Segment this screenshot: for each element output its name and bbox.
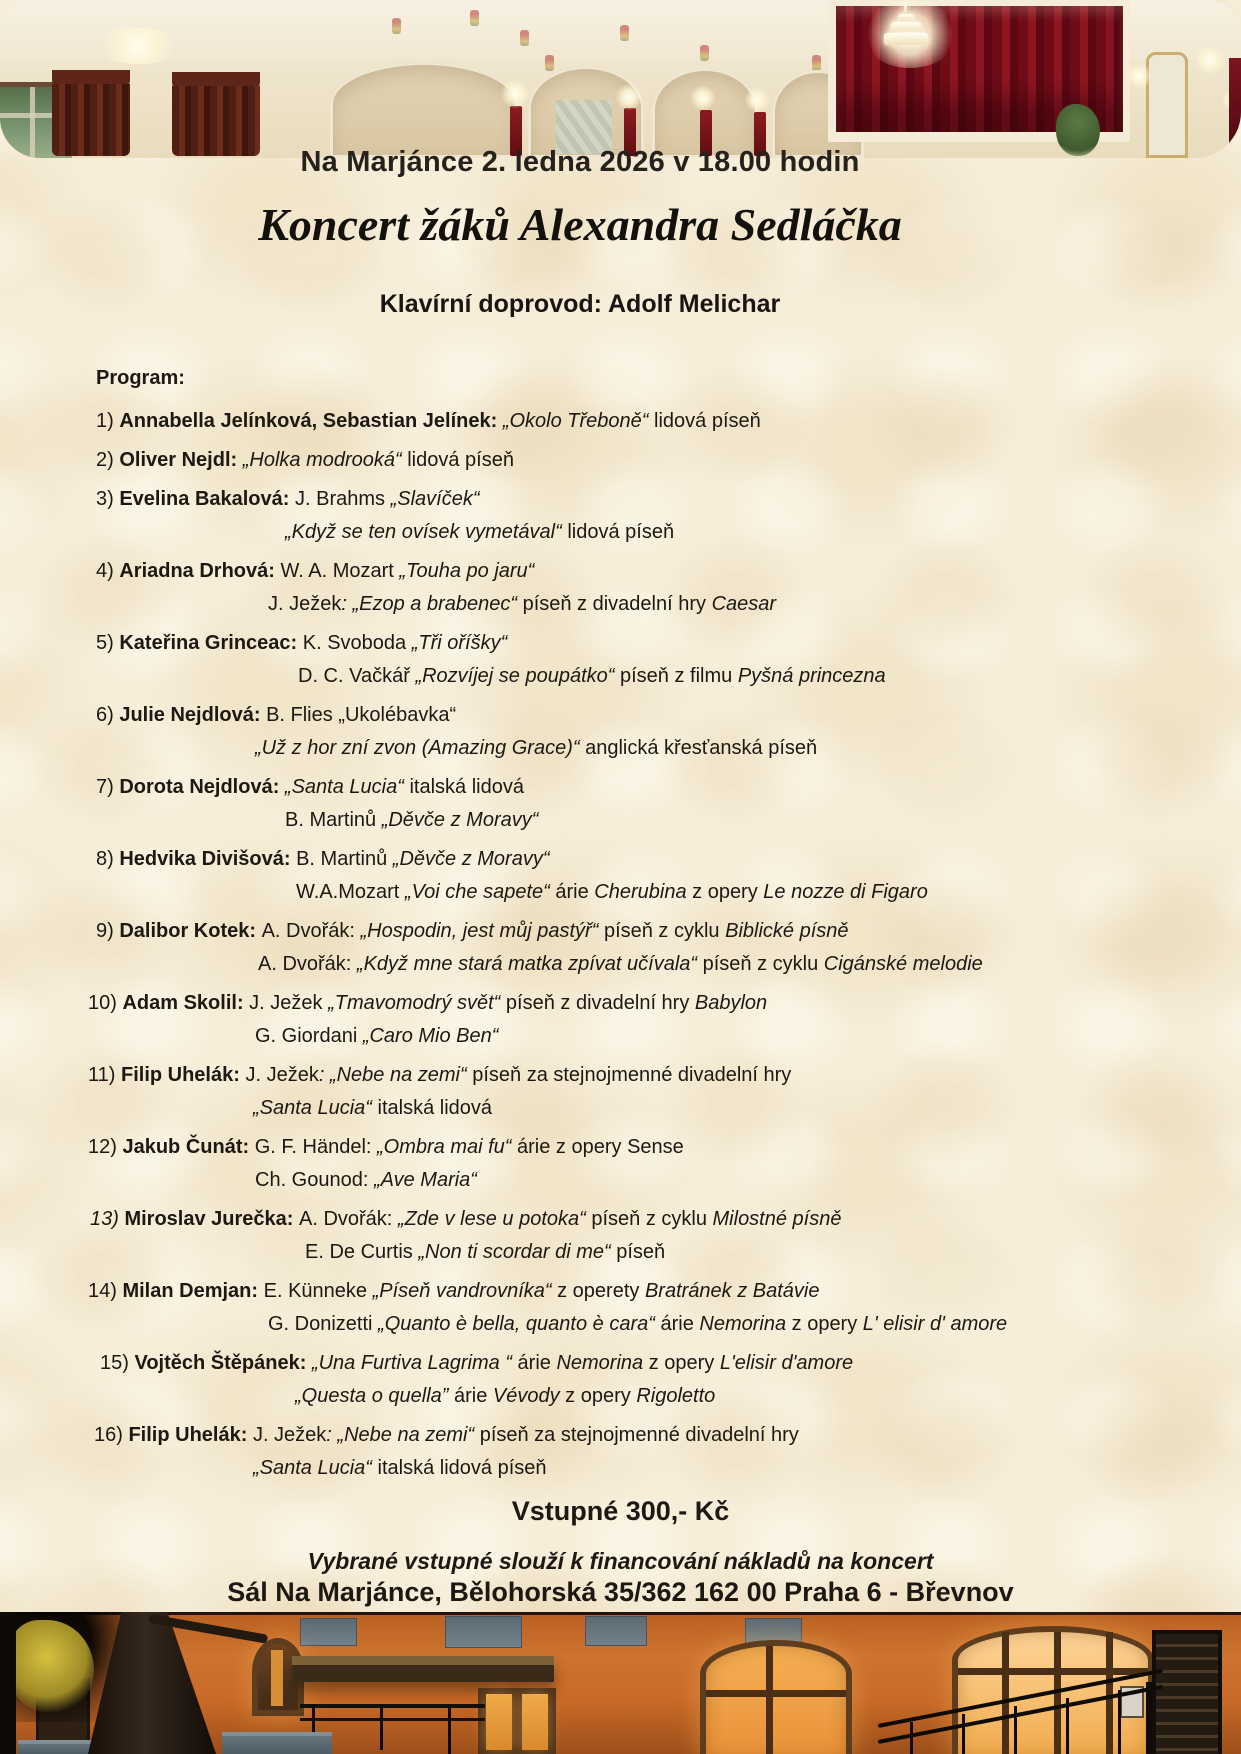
text-segment: píseň za stejnojmenné divadelní hry [466,1064,792,1086]
program-item [0,483,1241,549]
text-segment: Le nozze di Figaro [763,881,928,903]
side-curtain [1229,58,1241,148]
ceiling-light-glow [92,28,184,64]
program-line [0,588,1241,621]
program-line [0,405,1241,438]
railing-baluster [910,1722,913,1754]
text-segment: z opery [643,1352,720,1374]
text-segment: „Santa Lucia“ [253,1097,372,1119]
railing-baluster [448,1704,451,1754]
door-glass [486,1694,512,1750]
text-segment: 2) [96,449,120,471]
program-item [0,843,1241,909]
program-item [0,915,1241,981]
program-item [0,987,1241,1053]
text-segment: J. Ježek [245,1064,319,1086]
text-segment: z opery [686,881,764,903]
program-line [0,627,1241,660]
program-item [0,627,1241,693]
program-line [0,1236,1241,1269]
program-line [0,1347,1241,1380]
wall-sconce-glow [615,84,643,110]
program-line [0,699,1241,732]
program-line [0,1203,1241,1236]
text-segment: píseň z cyklu [697,953,824,975]
text-segment: píseň [610,1241,666,1263]
program-item [0,1131,1241,1197]
text-segment: „Když mne stará matka zpívat učívala“ [356,953,698,975]
window-mullion [1106,1632,1113,1754]
text-segment: 15) [100,1352,135,1374]
text-segment: Adam Skolil: [122,992,250,1014]
text-segment: píseň z filmu [614,665,738,687]
building-exterior-photo [0,1612,1241,1754]
text-segment: Filip Uhelák: [128,1424,253,1446]
program-line [0,483,1241,516]
text-segment: Caesar [711,593,777,615]
window-mullion [958,1668,1148,1675]
concert-title: Koncert žáků Alexandra Sedláčka [258,199,902,250]
text-segment: 12) [88,1136,123,1158]
text-segment: „Tmavomodrý svět“ [328,992,501,1014]
text-segment: Jakub Čunát: [122,1136,255,1158]
program-line [0,1308,1241,1341]
program-item [0,1059,1241,1125]
text-segment: K. Svoboda [302,632,412,654]
text-segment: „Questa o quella” [295,1385,449,1407]
wall-sconce-glow [744,88,770,112]
text-segment: 8) [96,848,120,870]
entrance-door [478,1688,556,1754]
text-segment: E. Künneke [263,1280,373,1302]
text-segment: „Okolo Třeboně“ [502,410,649,432]
text-segment: árie [549,881,595,903]
program-line [0,1092,1241,1125]
text-segment: J. Ježek [249,992,329,1014]
text-segment: L' elisir d' amore [862,1313,1008,1335]
text-segment: 6) [96,704,120,726]
text-segment: árie [511,1352,557,1374]
text-segment: „Ombra mai fu“ [377,1136,512,1158]
text-segment: G. Giordani [255,1025,363,1047]
text-segment: 7) [96,776,120,798]
program-item [0,405,1241,438]
gilded-mirror [1146,52,1188,158]
text-segment: Nemorina [556,1352,644,1374]
program-item [0,444,1241,477]
program-line [0,732,1241,765]
text-segment: Cherubina [594,881,687,903]
program-line [0,804,1241,837]
text-segment: árie [448,1385,493,1407]
text-segment: A. Dvořák: [258,953,357,975]
text-segment: árie [654,1313,700,1335]
text-segment: „Děvče z Moravy“ [381,809,539,831]
text-segment: „Una Furtiva Lagrima “ [311,1352,512,1374]
railing-baluster [1066,1698,1069,1754]
text-segment: J. Brahms [295,488,391,510]
text-segment: J. Ježek [268,593,342,615]
text-segment: : „Ezop a brabenec“ [341,593,518,615]
text-segment: lidová píseň [561,521,675,543]
entrance-canopy [292,1656,554,1682]
wall-sconce-glow [690,86,716,110]
text-segment: 11) [88,1064,121,1086]
text-segment: píseň z divadelní hry [517,593,712,615]
text-segment: : „Nebe na zemi“ [318,1064,467,1086]
door-glass [522,1694,548,1750]
railing-post [1146,1682,1152,1754]
railing-baluster [380,1704,383,1750]
chandelier-stem [904,2,907,14]
wall-sconce-glow [1194,46,1226,74]
text-segment: italská lidová píseň [371,1457,547,1479]
program-line [0,1452,1241,1485]
text-segment: E. De Curtis [305,1241,419,1263]
text-segment: Oliver Nejdl: [119,449,243,471]
text-segment: Evelina Bakalová: [119,488,295,510]
program-item [0,771,1241,837]
text-segment: „Touha po jaru“ [399,560,535,582]
photo-top-edge [0,1612,1241,1615]
text-segment: „Zde v lese u potoka“ [397,1208,586,1230]
funding-note: Vybrané vstupné slouží k financování nákladů na koncert [307,1548,934,1574]
program-line [0,516,1241,549]
text-segment: Kateřina Grinceac: [119,632,303,654]
text-segment: B. Flies „Ukolébavka“ [266,704,457,726]
text-segment: A. Dvořák: [299,1208,398,1230]
program-line [0,1380,1241,1413]
program-item [0,1203,1241,1269]
admission-price: Vstupné 300,- Kč [511,1496,730,1526]
ceiling-crest-decoration [545,55,554,71]
text-segment: 10) [88,992,123,1014]
text-segment: L'elisir d'amore [719,1352,854,1374]
text-segment: anglická křesťanská píseň [579,737,818,759]
text-segment: 1) [96,410,120,432]
ceiling-crest-decoration [470,10,479,26]
text-segment: G. F. Händel: [254,1136,377,1158]
text-segment: píseň z divadelní hry [500,992,695,1014]
hall-interior-photo [0,0,1241,158]
program-line [0,660,1241,693]
attic-panel [300,1618,357,1646]
text-segment: Dalibor Kotek: [119,920,262,942]
text-segment: Bratránek z Batávie [644,1280,820,1302]
text-segment: W. A. Mozart [280,560,400,582]
attic-panel [585,1616,647,1646]
text-segment: 16) [94,1424,129,1446]
program-list [0,405,1241,1485]
text-segment: „Santa Lucia“ [253,1457,372,1479]
railing-baluster [1118,1690,1121,1754]
event-date-heading: Na Marjánce 2. ledna 2026 v 18.00 hodin [300,146,860,178]
window-mullion [1002,1632,1009,1754]
chandelier-tier [884,33,928,45]
text-segment: B. Martinů [296,848,393,870]
text-segment: Filip Uhelák: [120,1064,246,1086]
text-segment: „Píseň vandrovníka“ [372,1280,552,1302]
arcade-arch [330,62,518,158]
side-door-grille [1152,1630,1222,1754]
program-line [0,1275,1241,1308]
lit-window [700,1640,852,1754]
accompanist-subtitle: Klavírní doprovod: Adolf Melichar [379,290,781,318]
text-segment: píseň za stejnojmenné divadelní hry [474,1424,799,1446]
text-segment: Miroslav Jurečka: [124,1208,299,1230]
program-line [0,555,1241,588]
program-item [0,699,1241,765]
text-segment: Hedvika Divišová: [119,848,297,870]
text-segment: J. Ježek [252,1424,327,1446]
window-mullion [706,1690,846,1697]
text-segment: Cigánské melodie [823,953,983,975]
text-segment: Ariadna Drhová: [119,560,281,582]
text-segment: Babylon [694,992,768,1014]
entrance-railing [300,1704,485,1708]
text-segment: D. C. Vačkář [298,665,416,687]
program-heading: Program: [96,367,185,389]
text-segment: A. Dvořák: [261,920,361,942]
text-segment: 3) [96,488,120,510]
text-segment: G. Donizetti [268,1313,379,1335]
text-segment: „Hospodin, jest můj pastýř“ [360,920,599,942]
text-segment: „Slavíček“ [390,488,480,510]
program-line [0,948,1241,981]
curtain-left [52,70,130,156]
text-segment: : „Nebe na zemi“ [326,1424,475,1446]
ceiling-crest-decoration [620,25,629,41]
attic-panel [445,1616,522,1648]
railing-baluster [962,1714,965,1754]
window-light [271,1650,283,1706]
program-line [0,843,1241,876]
program-line [0,1059,1241,1092]
text-segment: Biblické písně [725,920,849,942]
text-segment: Julie Nejdlová: [119,704,267,726]
program-item [0,555,1241,621]
ceiling-crest-decoration [700,45,709,61]
text-segment: „Už z hor zní zvon (Amazing Grace)“ [255,737,580,759]
venue-address: Sál Na Marjánce, Bělohorská 35/362 162 00 Praha 6 - Břevnov [227,1577,1014,1607]
chandelier-tier [898,14,914,21]
text-segment: „Santa Lucia“ [284,776,404,798]
program-line [0,1164,1241,1197]
left-dark-edge [0,1612,16,1754]
text-segment: Ch. Gounod: [255,1169,374,1191]
text-segment: 14) [88,1280,123,1302]
curtain-left-2 [172,72,260,156]
text-segment: Milan Demjan: [122,1280,264,1302]
text-segment: „Non ti scordar di me“ [418,1241,611,1263]
text-segment: „Rozvíjej se poupátko“ [415,665,615,687]
wall-sconce-glow [1126,64,1152,88]
text-segment: lidová píseň [401,449,514,471]
program-line [0,876,1241,909]
ceiling-crest-decoration [520,30,529,46]
program-line [0,444,1241,477]
text-segment: z opery [786,1313,863,1335]
text-segment: 4) [96,560,120,582]
text-segment: italská lidová [403,776,524,798]
text-segment: W.A.Mozart [296,881,405,903]
program-line [0,771,1241,804]
text-segment: Rigoletto [636,1385,716,1407]
text-segment: „Holka modrooká“ [242,449,402,471]
ceiling-crest-decoration [392,18,401,34]
text-segment: „Voi che sapete“ [404,881,550,903]
text-segment: „Tři oříšky“ [411,632,508,654]
text-segment: 5) [96,632,120,654]
text-segment: „Ave Maria“ [373,1169,477,1191]
chandelier-tier [891,22,921,32]
program-line [0,1020,1241,1053]
text-segment: z opery [559,1385,637,1407]
text-segment: italská lidová [371,1097,493,1119]
text-segment: Pyšná princezna [737,665,886,687]
text-segment: „Caro Mio Ben“ [362,1025,499,1047]
text-segment: „Když se ten ovísek vymetával“ [285,521,562,543]
text-segment: árie z opery Sense [511,1136,684,1158]
program-line [0,915,1241,948]
entrance-steps [222,1732,332,1754]
program-line [0,1131,1241,1164]
text-segment: lidová píseň [648,410,761,432]
entrance-railing [300,1718,485,1721]
text-segment: Dorota Nejdlová: [119,776,285,798]
text-segment: z operety [551,1280,645,1302]
window-mullion [766,1646,773,1754]
text-segment: Nemorina [699,1313,787,1335]
wall-sconce-glow [500,80,530,108]
text-segment: Vévody [492,1385,560,1407]
text-segment: 13) [90,1208,125,1230]
railing-baluster [1014,1706,1017,1754]
text-segment: 9) [96,920,120,942]
text-segment: Milostné písně [712,1208,842,1230]
program-line [0,987,1241,1020]
program-item [0,1419,1241,1485]
text-segment: píseň z cyklu [585,1208,713,1230]
text-segment: Vojtěch Štěpánek: [134,1352,312,1374]
text-segment: „Quanto è bella, quanto è cara“ [378,1313,655,1335]
program-item [0,1347,1241,1413]
program-line [0,1419,1241,1452]
program-section [0,362,1241,1491]
program-item [0,1275,1241,1341]
ceiling-crest-decoration [812,55,821,71]
text-segment: píseň z cyklu [598,920,726,942]
text-segment: „Děvče z Moravy“ [392,848,550,870]
text-segment: B. Martinů [285,809,382,831]
text-segment: Annabella Jelínková, Sebastian Jelínek: [119,410,503,432]
